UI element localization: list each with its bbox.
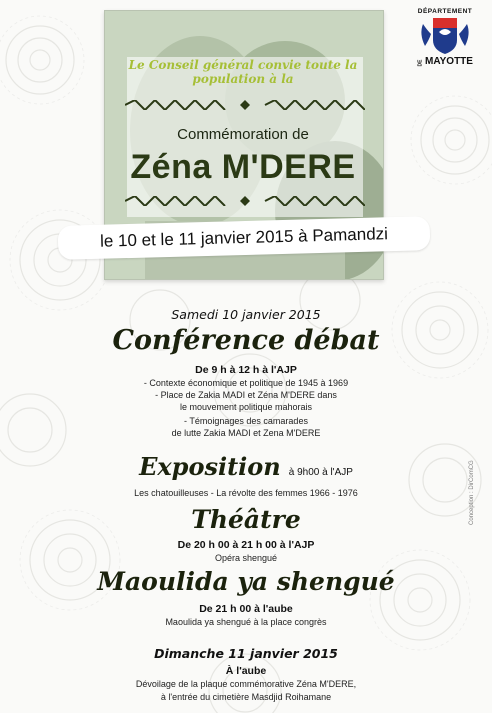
conference-time: De 9 h à 12 h à l'AJP: [195, 364, 297, 376]
theatre-time: De 20 h 00 à 21 h 00 à l'AJP: [177, 539, 315, 551]
commemoration-label: Commémoration de: [177, 126, 309, 143]
conference-topic: le mouvement politique mahorais: [179, 402, 313, 412]
mayotte-crest-icon: [419, 16, 471, 56]
exposition-title: Exposition: [139, 452, 281, 481]
conference-topic: de lutte Zakia MADI et Zena M'DERE: [171, 428, 321, 438]
ornament-divider: [125, 100, 365, 110]
theatre-title: Théâtre: [191, 505, 301, 534]
exposition-description: Les chatouilleuses - La révolte des femmes 1966 - 1976: [134, 488, 358, 498]
day-one-heading: Samedi 10 janvier 2015: [171, 307, 321, 322]
day-two-heading: Dimanche 11 janvier 2015: [154, 646, 338, 661]
logo-de-text: DE: [417, 59, 424, 67]
conference-topic: - Place de Zakia MADI et Zéna M'DERE dans: [155, 390, 337, 400]
conference-title: Conférence débat: [112, 325, 380, 356]
unveiling-location: à l'entrée du cimetière Masdjid Roihamane: [160, 692, 332, 702]
exposition-row: [0, 452, 492, 481]
unveiling-description: Dévoilage de la plaque commémorative Zéna M'DERE,: [135, 679, 357, 689]
maoulida-title: Maoulida ya shengué: [97, 567, 395, 596]
department-logo: [408, 8, 482, 78]
ornament-divider: [125, 196, 365, 206]
honoree-name: Zéna M'DERE: [130, 148, 356, 186]
event-dates-banner: le 10 et le 11 janvier 2015 à Pamandzi: [58, 216, 431, 260]
invitation-text: Le Conseil général convie toute la population à la: [128, 58, 358, 86]
logo-bottom-text: [408, 56, 482, 67]
theatre-description: Opéra shengué: [214, 553, 278, 563]
unveiling-time: À l'aube: [225, 665, 267, 677]
maoulida-description: Maoulida ya shengué à la place congrès: [165, 617, 327, 627]
maoulida-time: De 21 h 00 à l'aube: [199, 603, 293, 615]
logo-top-text: DÉPARTEMENT: [417, 8, 473, 15]
logo-mayotte-text: MAYOTTE: [424, 56, 473, 67]
conference-topic: - Témoignages des camarades: [184, 416, 308, 426]
design-credit: Conception : DirComCG: [469, 460, 475, 525]
exposition-time: à 9h00 à l'AJP: [288, 467, 353, 478]
conference-topic: - Contexte économique et politique de 1945 à 1969: [143, 378, 349, 388]
